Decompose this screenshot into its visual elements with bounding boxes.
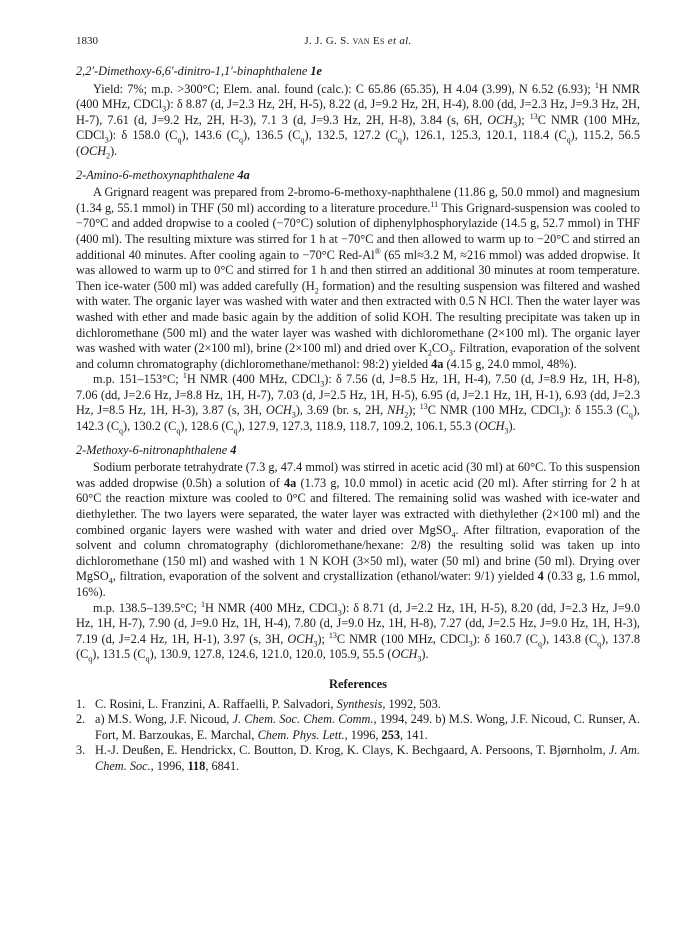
- compound-number: 4a: [237, 167, 250, 182]
- text-run: 3: [448, 348, 453, 358]
- text-run: 2: [106, 151, 111, 161]
- text-run: C NMR (100 MHz, CDCl: [76, 112, 640, 143]
- text-run: C. Rosini, L. Franzini, A. Raffaelli, P. Salvadori,: [95, 696, 337, 711]
- text-run: ), 127.9, 127.3, 118.9, 118.7, 109.2, 106.1, 55.3 (: [237, 419, 479, 434]
- text-run: q: [176, 426, 181, 436]
- text-run: (65 ml≈3.2 M, ≈216 mmol) was added dropwise. It was allowed to warm up to 0°C and stirred for 1 h and then stirred an additional 30 minutes at room temperature. Then ice-water (500 ml) was added carefully (H: [76, 247, 640, 293]
- text-run: OCH: [265, 403, 292, 418]
- reference-number: 3.: [76, 743, 86, 758]
- paragraph: [76, 185, 640, 372]
- text-run: J. Chem. Soc. Chem. Comm.: [232, 712, 374, 727]
- text-run: 118: [187, 758, 206, 773]
- text-run: ), 136.5 (C: [242, 128, 301, 143]
- text-run: ), 3.69 (br. s, 2H,: [295, 403, 388, 418]
- text-run: . After filtration, evaporation of the solvent and column chromatography (dichloromethane/hexane: 2/8) the resulting solid was taken up into dichloromethane (150 ml) and washed with 1 N KOH (3×50 ml), water (50 ml) and brine (50 ml). Drying over MgSO: [76, 522, 641, 584]
- text-run: ): δ 8.71 (d, J=2.2 Hz, 1H, H-5), 8.20 (dd, J=2.3 Hz, J=9.0 Hz, 1H, H-7), 7.90 (d, J=9.0 Hz, 1H, H-4), 7.80 (d, J=9.0 Hz, 1H, H-8), 7.27 (dd, J=2.5 Hz, J=9.0 Hz, 1H, H-3), 7.19 (d, J=2.4 Hz, 1H, H-1), 3.97 (s, 3H,: [76, 600, 641, 646]
- text-run: 3: [417, 654, 422, 664]
- text-run: ): δ 160.7 (C: [472, 631, 538, 646]
- text-run: , 1994, 249. b) M.S. Wong, J.F. Nicoud, C. Runser, A. Fort, M. Barzoukas, E. Marchal,: [95, 712, 640, 742]
- text-run: C NMR (100 MHz, CDCl: [336, 631, 469, 646]
- compound-number: 4: [230, 442, 237, 457]
- text-run: 13: [328, 630, 337, 640]
- text-run: 3: [291, 410, 296, 420]
- reference-number: 2.: [76, 712, 86, 727]
- text-run: H.-J. Deußen, E. Hendrickx, C. Boutton, D. Krog, K. Clays, K. Bechgaard, A. Persoons, T. Bjørnholm,: [95, 743, 609, 758]
- text-run: ), 126.1, 125.3, 120.1, 118.4 (C: [401, 128, 567, 143]
- page-number: 1830: [76, 35, 98, 47]
- text-run: q: [145, 654, 150, 664]
- text-run: NH: [387, 403, 405, 418]
- text-run: ), 132.5, 127.2 (C: [304, 128, 398, 143]
- text-run: 3: [513, 120, 518, 130]
- text-run: Synthesis: [336, 696, 383, 711]
- text-run: H NMR (400 MHz, CDCl: [205, 600, 338, 615]
- text-run: (1.73 g, 10.0 mmol) in acetic acid (20 ml). After stirring for 2 h at 60°C the reaction mixture was cooled to 0°C and filtered. The remaining solid was washed with ice-water and diethylether. The two layers were separated, the water layer was extracted with diethylether (2×100 ml) and the combined organic layers were washed with water and dried over MgSO: [76, 475, 641, 537]
- text-run: H NMR (400 MHz, CDCl: [76, 81, 640, 112]
- text-run: ).: [508, 419, 516, 434]
- text-run: 1: [594, 80, 599, 90]
- running-head: [76, 34, 640, 56]
- text-run: (4.15 g, 24.0 mmol, 48%).: [443, 356, 577, 371]
- text-run: ): δ 8.87 (d, J=2.3 Hz, 2H, H-5), 8.22 (d, J=9.2 Hz, 2H, H-4), 8.00 (dd, J=2.3 Hz, J=9.3 Hz, 2H, H-7), 7.61 (d, J=9.2 Hz, 2H, H-3), 7.1 3 (d, J=9.3 Hz, 2H, H-8), 3.84 (s, 6H,: [76, 97, 640, 127]
- running-title: [76, 34, 640, 50]
- compound-number: 1e: [310, 64, 322, 78]
- running-title-surname: van Es: [352, 35, 385, 47]
- article-body: [76, 64, 640, 775]
- text-run: ®: [374, 246, 381, 256]
- text-run: 4a: [431, 356, 444, 371]
- text-run: m.p. 151–153°C;: [93, 372, 183, 387]
- text-run: ), 143.8 (C: [542, 631, 598, 646]
- section-heading: [76, 64, 640, 80]
- text-run: . Filtration, evaporation of the solvent and column chromatography (dichloromethane/methanol: 98:2) yielded: [76, 341, 640, 371]
- reference-list: [76, 697, 640, 775]
- text-run: 11: [430, 199, 439, 209]
- reference-item: [76, 697, 640, 713]
- text-run: ), 115.2, 56.5 (: [76, 128, 640, 158]
- text-run: 4: [108, 576, 113, 586]
- text-run: 2: [404, 410, 409, 420]
- text-run: );: [408, 403, 420, 418]
- text-run: ).: [110, 143, 118, 158]
- reference-item: [76, 743, 640, 774]
- text-run: , filtration, evaporation of the solvent and crystallization (ethanol/water: 9/1) yielded: [112, 569, 538, 584]
- text-run: H NMR (400 MHz, CDCl: [186, 372, 321, 387]
- text-run: 3: [162, 104, 167, 114]
- text-run: );: [517, 112, 530, 127]
- text-run: formation) and the resulting suspension was filtered and washed with water. The organic layer was washed with water and then extracted with 0.5 N HCl. Then the water layer was washed with ether and made basic again by the addition of solid KOH. The resulting precipitate was taken up in dichloromethane (500 ml) and the water layer was washed with dichloromethane (2×100 ml). The organic layer was washed with water (2×100 ml), brine (2×100 ml) and dried over K: [76, 278, 640, 356]
- text-run: ), 130.9, 127.8, 124.6, 121.0, 120.0, 105.9, 55.5 (: [149, 647, 392, 662]
- text-run: ): δ 7.56 (d, J=8.5 Hz, 1H, H-4), 7.50 (d, J=8.9 Hz, 1H, H-8), 7.06 (dd, J=2.6 Hz, J=8.8 Hz, 1H, H-7), 7.03 (d, J=2.5 Hz, 1H, H-5), 6.95 (d, J=2.1 Hz, 1H, H-1), 6.93 (dd, J=2.3 Hz, J=8.5 Hz, 1H, H-3), 3.87 (s, 3H,: [76, 372, 640, 418]
- text-run: , 6841.: [205, 758, 240, 773]
- section-heading: [76, 443, 640, 459]
- text-run: Chem. Phys. Lett.: [257, 727, 345, 742]
- text-run: OCH: [391, 647, 418, 662]
- text-run: ), 143.6 (C: [181, 128, 239, 143]
- paragraph: [76, 372, 640, 434]
- text-run: 2: [427, 348, 432, 358]
- text-run: 3: [104, 135, 109, 145]
- text-run: q: [628, 410, 633, 420]
- text-run: , 1996,: [150, 758, 188, 773]
- text-run: ), 131.5 (C: [92, 647, 146, 662]
- text-run: , 141.: [400, 727, 428, 742]
- text-run: ), 142.3 (C: [76, 403, 640, 434]
- text-run: ).: [421, 647, 429, 662]
- text-run: 4: [451, 530, 456, 540]
- text-run: , 1992, 503.: [382, 696, 441, 711]
- text-run: J. Am. Chem. Soc.: [95, 743, 641, 773]
- paragraph: [76, 460, 640, 600]
- text-run: q: [566, 135, 571, 145]
- text-run: q: [597, 639, 602, 649]
- text-run: Sodium perborate tetrahydrate (7.3 g, 47.4 mmol) was stirred in acetic acid (30 ml) at 60°C. To this suspension was added dropwise (0.5h) a solution of: [76, 460, 640, 490]
- text-run: Yield: 7%; m.p. >300°C; Elem. anal. found (calc.): C 65.86 (65.35), H 4.04 (3.99), N 6.52 (6.93);: [93, 81, 595, 96]
- text-run: ), 130.2 (C: [123, 419, 177, 434]
- text-run: OCH: [478, 419, 505, 434]
- text-run: 3: [313, 639, 318, 649]
- compound-name: 2-Methoxy-6-nitronaphthalene: [76, 442, 228, 457]
- text-run: 13: [419, 402, 428, 412]
- text-run: 253: [381, 727, 400, 742]
- text-run: a) M.S. Wong, J.F. Nicoud,: [95, 712, 233, 727]
- text-run: m.p. 138.5–139.5°C;: [93, 600, 201, 615]
- section-heading: [76, 168, 640, 184]
- text-run: 3: [559, 410, 564, 420]
- text-run: 3: [320, 379, 325, 389]
- text-run: OCH: [287, 631, 314, 646]
- text-run: 4: [537, 569, 544, 584]
- compound-name: 2-Amino-6-methoxynaphthalene: [76, 167, 235, 182]
- text-run: 3: [468, 639, 473, 649]
- text-run: 1: [201, 599, 205, 609]
- text-run: C NMR (100 MHz, CDCl: [427, 403, 560, 418]
- paragraph: [76, 601, 640, 663]
- running-title-etal: et al.: [387, 35, 412, 47]
- text-run: q: [538, 639, 542, 649]
- text-run: OCH: [487, 112, 514, 127]
- reference-number: 1.: [76, 696, 86, 711]
- text-run: q: [300, 135, 305, 145]
- text-run: ), 128.6 (C: [180, 419, 234, 434]
- text-run: This Grignard-suspension was cooled to −70°C and added dropwise to a cooled (−70°C) solution of diphenylphosphorylazide (14.5 g, 52.7 mmol) in THF (400 ml). The resulting mixture was stirred for 1 h at −70°C and then allowed to warm up to −20°C and stirred an additional 40 minutes. After cooling again to −70°C Red-Al: [76, 200, 640, 262]
- text-run: );: [317, 631, 329, 646]
- text-run: q: [119, 426, 124, 436]
- text-run: ), 137.8 (C: [76, 631, 640, 662]
- text-run: ): δ 158.0 (C: [108, 128, 178, 143]
- text-run: 3: [337, 608, 342, 618]
- compound-name: 2,2′-Dimethoxy-6,6′-dinitro-1,1′-binaphthalene: [76, 64, 308, 78]
- text-run: 3: [504, 426, 509, 436]
- text-run: q: [238, 135, 243, 145]
- text-run: 2: [314, 286, 319, 296]
- text-run: q: [233, 426, 238, 436]
- running-title-initials: J. J. G. S.: [304, 35, 350, 47]
- text-run: (0.33 g, 1.6 mmol, 16%).: [76, 569, 640, 599]
- references-title: References: [328, 676, 388, 691]
- reference-item: [76, 712, 640, 743]
- text-run: q: [397, 135, 402, 145]
- text-run: 13: [529, 111, 538, 121]
- text-run: CO: [431, 341, 449, 356]
- text-run: ): δ 155.3 (C: [563, 403, 629, 418]
- text-run: 4a: [284, 475, 297, 490]
- text-run: q: [177, 135, 182, 145]
- paragraph: [76, 82, 640, 160]
- text-run: , 1996,: [344, 727, 382, 742]
- text-run: OCH: [80, 143, 107, 158]
- text-run: A Grignard reagent was prepared from 2-bromo-6-methoxy-naphthalene (11.86 g, 50.0 mmol) and magnesium (1.34 g, 55.1 mmol) in THF (50 ml) according to a literature procedure.: [76, 185, 640, 215]
- text-run: q: [88, 654, 93, 664]
- text-run: 1: [182, 371, 187, 381]
